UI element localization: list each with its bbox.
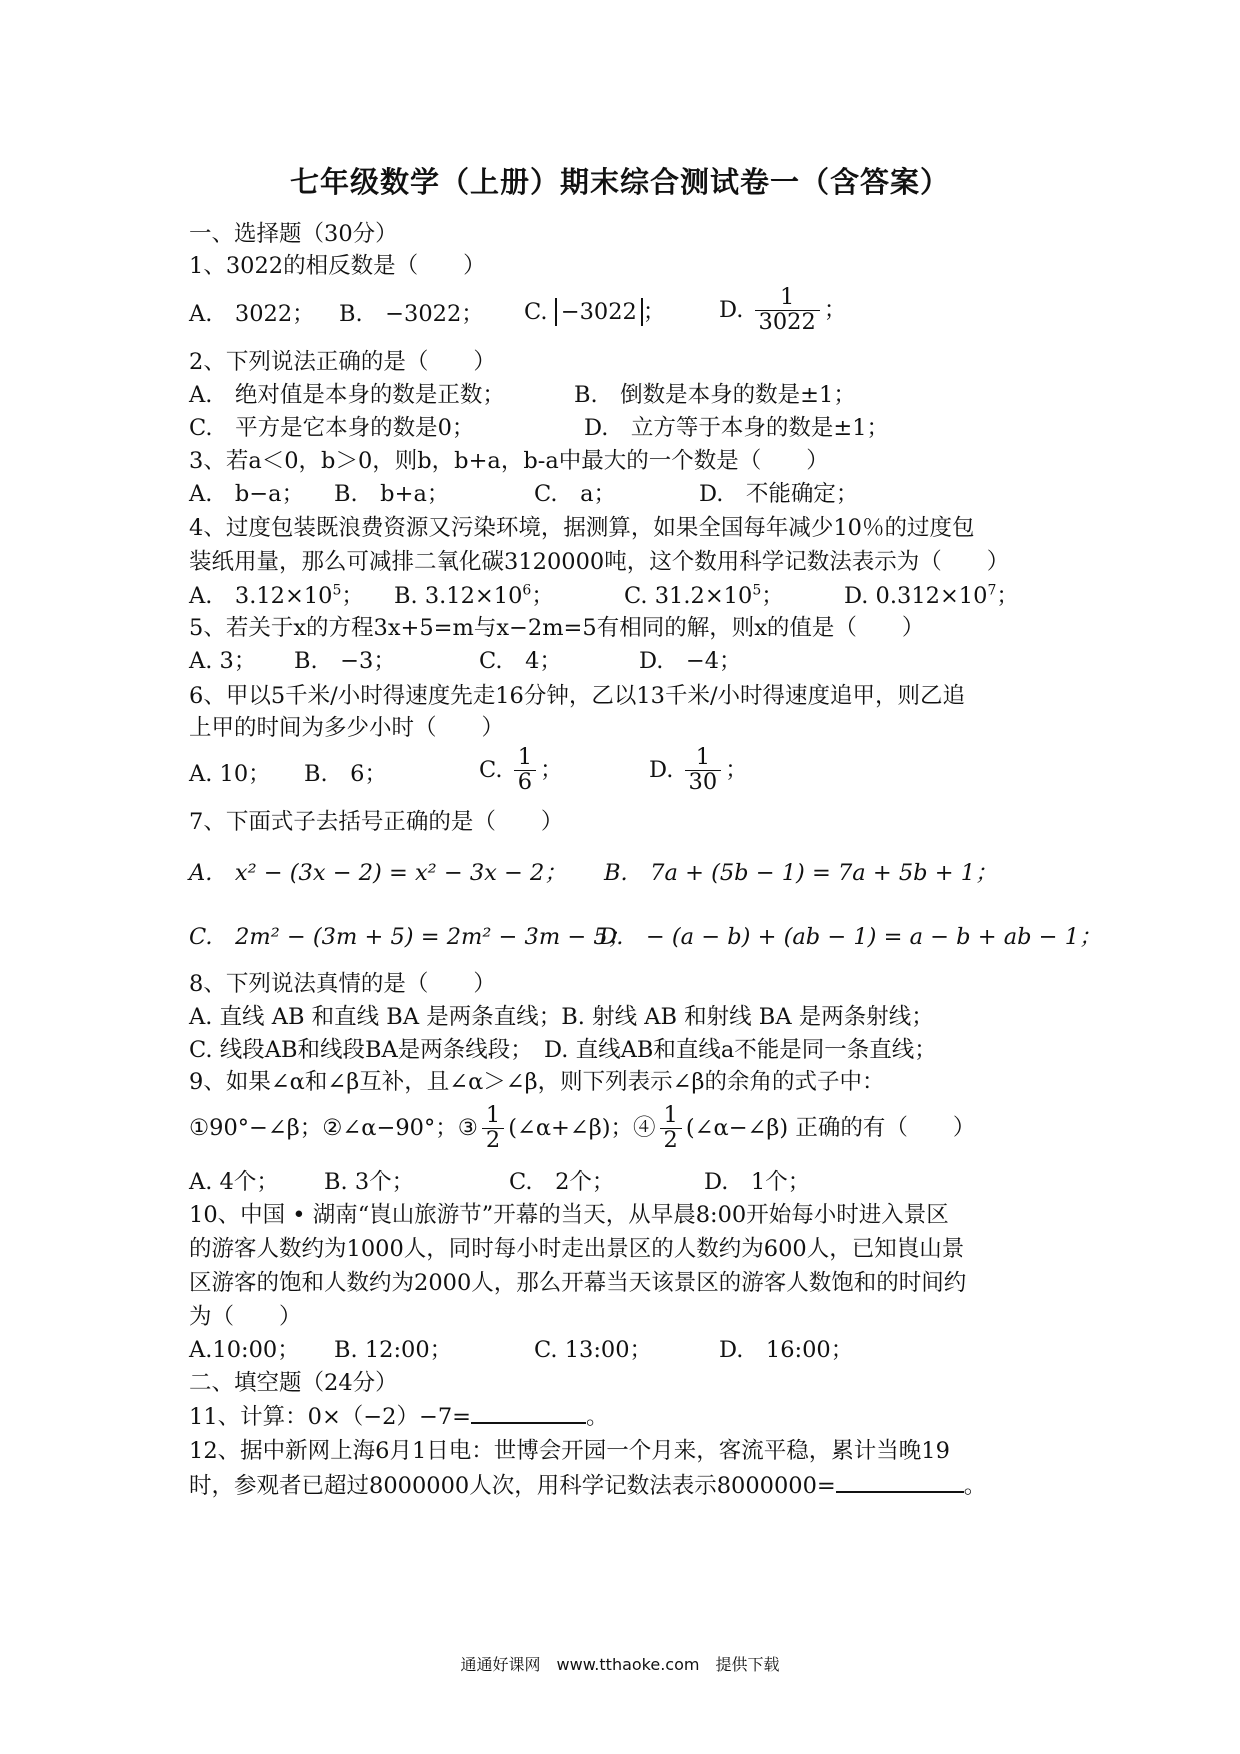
option-d: D. 16:00；	[719, 1337, 854, 1363]
denominator: 6	[514, 770, 536, 795]
option-b: B. 倒数是本身的数是±1；	[574, 382, 856, 408]
question-8-options-ab: A. 直线 AB 和直线 BA 是两条直线；B. 射线 AB 和射线 BA 是两条射线；	[189, 1004, 934, 1030]
question-9-expressions	[189, 1104, 1069, 1160]
option-b-end: ；	[531, 583, 554, 609]
option-d-label: D.	[649, 757, 674, 784]
option-b-base: B. 3.12×10	[394, 583, 523, 609]
denominator: 30	[685, 770, 722, 795]
option-b: B. b+a；	[334, 481, 450, 507]
question-12-line-2	[189, 1469, 1069, 1502]
numerator: 1	[485, 1102, 501, 1128]
question-4-line-1: 4、过度包装既浪费资源又污染环境，据测算，如果全国每年减少10％的过度包	[189, 515, 975, 541]
fraction	[514, 746, 536, 794]
option-d: D. −4；	[639, 648, 742, 674]
option-d	[649, 746, 748, 794]
option-c	[479, 746, 563, 794]
option-d-end: ；	[823, 297, 847, 324]
numerator: 1	[780, 284, 795, 310]
option-c: C. 2m² − (3m + 5) = 2m² − 3m − 5；	[189, 924, 631, 950]
option-a: A. b−a；	[189, 481, 305, 507]
option-a: A. 3；	[189, 648, 257, 674]
fraction	[685, 746, 722, 794]
option-a: A. 4个；	[189, 1169, 279, 1195]
fraction-half	[482, 1104, 504, 1152]
exam-title: 七年级数学（上册）期末综合测试卷一（含答案）	[289, 165, 950, 199]
option-d-label: D.	[719, 297, 744, 324]
option-d	[844, 580, 1019, 612]
question-9-stem: 9、如果∠α和∠β互补，且∠α＞∠β，则下列表示∠β的余角的式子中：	[189, 1069, 885, 1095]
option-b: B. 3个；	[324, 1169, 415, 1195]
option-d-base: D. 0.312×10	[844, 583, 988, 609]
option-c	[624, 580, 784, 612]
option-d: D. 不能确定；	[699, 481, 859, 507]
question-10-line-3: 区游客的饱和人数约为2000人，那么开幕当天该景区的游客人数饱和的时间约	[189, 1270, 967, 1296]
option-c-label: C.	[479, 757, 503, 784]
absolute-value: −3022	[555, 298, 643, 326]
option-a: A. 3022；	[189, 301, 315, 327]
option-c-exponent: 5	[752, 582, 762, 599]
option-b: B. −3022；	[339, 301, 484, 327]
option-a-end: ；	[341, 583, 364, 609]
option-b-exponent: 6	[522, 582, 532, 599]
option-c-end: ；	[540, 757, 563, 784]
option-c	[524, 296, 665, 328]
fraction	[755, 286, 820, 334]
numerator: 1	[517, 744, 533, 770]
option-a: A. 10；	[189, 761, 271, 787]
question-3-stem: 3、若a＜0，b＞0，则b，b+a，b-a中最大的一个数是（ ）	[189, 448, 829, 474]
option-d-end: ；	[725, 757, 748, 784]
denominator: 3022	[755, 310, 820, 335]
numerator: 1	[695, 744, 711, 770]
option-a: A. 绝对值是本身的数是正数；	[189, 382, 505, 408]
question-6-line-2: 上甲的时间为多少小时（ ）	[189, 715, 505, 741]
option-c: C. 平方是它本身的数是0；	[189, 415, 475, 441]
option-c: C. 13:00；	[534, 1337, 653, 1363]
option-b: B. 7a + (5b − 1) = 7a + 5b + 1；	[604, 860, 998, 886]
option-d: D. 立方等于本身的数是±1；	[584, 415, 890, 441]
question-11	[189, 1400, 1069, 1433]
section-heading-fill: 二、填空题（24分）	[189, 1370, 398, 1396]
option-a-base: A. 3.12×10	[189, 583, 333, 609]
footer-source: 通通好课网 www.tthaoke.com 提供下载	[460, 1655, 780, 1674]
option-b: B. −3；	[294, 648, 396, 674]
answer-blank[interactable]	[471, 1400, 586, 1424]
question-8-stem: 8、下列说法真情的是（ ）	[189, 971, 496, 997]
option-b: B. 6；	[304, 761, 388, 787]
option-d	[719, 286, 846, 334]
question-7-stem: 7、下面式子去括号正确的是（ ）	[189, 809, 564, 835]
section-heading-choice: 一、选择题（30分）	[189, 221, 398, 247]
question-8-options-cd: C. 线段AB和线段BA是两条线段； D. 直线AB和直线a不能是同一条直线；	[189, 1037, 937, 1063]
question-5-stem: 5、若关于x的方程3x+5=m与x−2m=5有相同的解，则x的值是（ ）	[189, 615, 925, 641]
denominator: 2	[660, 1128, 682, 1153]
option-c-end: ；	[642, 299, 666, 325]
fraction-half	[660, 1104, 682, 1152]
question-12-line-1: 12、据中新网上海6月1日电：世博会开园一个月来，客流平稳，累计当晚19	[189, 1438, 950, 1464]
question-1-options	[189, 284, 1069, 340]
question-11-text: 11、计算：0×（−2）−7=	[189, 1404, 471, 1430]
question-11-end: 。	[586, 1404, 609, 1430]
question-6-options	[189, 746, 1069, 802]
option-c-end: ；	[761, 583, 784, 609]
question-10-line-4: 为（ ）	[189, 1304, 302, 1330]
expression-1-2: ①90°−∠β；②∠α−90°；③	[189, 1115, 478, 1142]
question-1-stem: 1、3022的相反数是（ ）	[189, 253, 486, 279]
option-c: C. a；	[534, 481, 616, 507]
question-12-end: 。	[963, 1473, 987, 1499]
option-c: C. 2个；	[509, 1169, 615, 1195]
option-b	[394, 580, 554, 612]
option-c: C. 4；	[479, 648, 562, 674]
option-c-base: C. 31.2×10	[624, 583, 753, 609]
expression-3: (∠α+∠β)；④	[508, 1115, 656, 1142]
question-4-line-2: 装纸用量，那么可减排二氧化碳3120000吨，这个数用科学记数法表示为（ ）	[189, 549, 1010, 575]
option-a: A.10:00；	[189, 1337, 300, 1363]
answer-blank[interactable]	[836, 1469, 964, 1493]
question-10-line-2: 的游客人数约为1000人，同时每小时走出景区的人数约为600人，已知崀山景	[189, 1236, 965, 1262]
option-d: D. − (a − b) + (ab − 1) = a − b + ab − 1；	[599, 924, 1102, 950]
numerator: 1	[663, 1102, 678, 1128]
question-10-line-1: 10、中国 • 湖南“崀山旅游节”开幕的当天，从早晨8:00开始每小时进入景区	[189, 1202, 949, 1228]
question-2-stem: 2、下列说法正确的是（ ）	[189, 349, 496, 375]
option-a	[189, 580, 364, 612]
option-a-exponent: 5	[332, 582, 342, 599]
option-c-label: C.	[524, 299, 548, 325]
option-b: B. 12:00；	[334, 1337, 453, 1363]
expression-4: (∠α−∠β) 正确的有（ ）	[685, 1115, 976, 1142]
option-a: A. x² − (3x − 2) = x² − 3x − 2；	[189, 860, 567, 886]
option-d: D. 1个；	[704, 1169, 811, 1195]
denominator: 2	[482, 1128, 504, 1153]
option-d-end: ；	[996, 583, 1019, 609]
question-6-line-1: 6、甲以5千米/小时得速度先走16分钟，乙以13千米/小时得速度追甲，则乙追	[189, 683, 966, 709]
option-d-exponent: 7	[987, 582, 997, 599]
question-12-text: 时，参观者已超过8000000人次，用科学记数法表示8000000=	[189, 1473, 836, 1499]
